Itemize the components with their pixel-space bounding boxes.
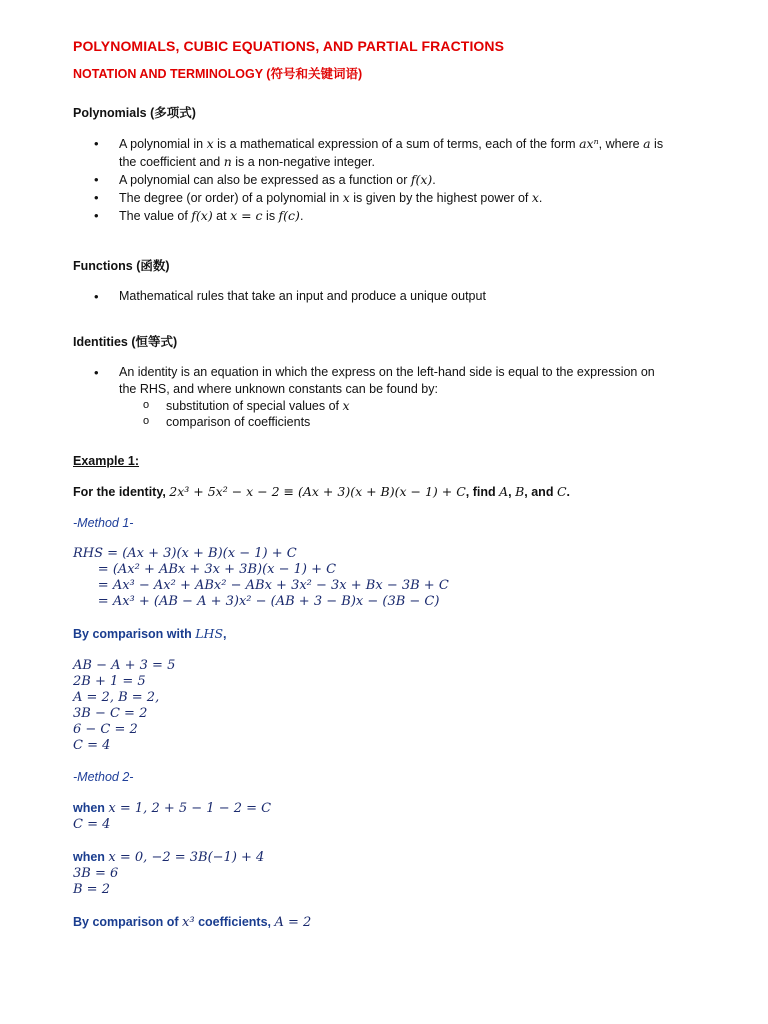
equation-line: AB − A + 3 = 5 (73, 658, 176, 673)
equation-line: 2B + 1 = 5 (73, 674, 146, 689)
example-intro: For the identity, 2x³ + 5x² − x − 2 ≡ (Ax + 3)(x + B)(x − 1) + C, find A, B, and C. (73, 484, 570, 499)
equation-line: 3B − C = 2 (73, 706, 148, 721)
method1-label: -Method 1- (73, 516, 134, 530)
functions-list (73, 288, 703, 305)
equation-line: 3B = 6 (73, 866, 119, 881)
equation-line: = Ax³ − Ax² + ABx² − ABx + 3x² − 3x + Bx − 3B + C (73, 578, 449, 593)
document-page (73, 38, 703, 931)
identities-sublist (119, 398, 703, 430)
example-heading: Example 1: (73, 454, 140, 468)
identities-heading: Identities (恒等式) (73, 335, 178, 349)
method2-step2: when x = 0, −2 = 3B(−1) + 4 3B = 6 B = 2 (73, 849, 703, 898)
list-item: • Mathematical rules that take an input and produce a unique output (73, 288, 703, 305)
comparison-text: By comparison with LHS, (73, 626, 227, 641)
equation-line: B = 2 (73, 882, 110, 897)
functions-heading: Functions (函数) (73, 259, 170, 273)
page-title: POLYNOMIALS, CUBIC EQUATIONS, AND PARTIAL FRACTIONS (73, 38, 505, 54)
polynomials-heading: Polynomials (多项式) (73, 106, 196, 120)
equation-line: RHS = (Ax + 3)(x + B)(x − 1) + C (73, 546, 297, 561)
sublist-item: o comparison of coefficients (73, 414, 703, 430)
equation-line: = Ax³ + (AB − A + 3)x² − (AB + 3 − B)x − (3B − C) (73, 594, 440, 609)
method2-step1: when x = 1, 2 + 5 − 1 − 2 = C C = 4 (73, 800, 703, 833)
comparison-equations (73, 658, 703, 754)
equation-line: C = 4 (73, 817, 111, 832)
list-item: • An identity is an equation in which the express on the left-hand side is equal to the expression on the RHS, and where unknown constants can be found by: o substitution of special values of x o comparison of coefficients (73, 364, 703, 430)
list-item: • A polynomial can also be expressed as a function or f(x). (73, 171, 703, 189)
list-item: • The value of f(x) at x = c is f(c). (73, 207, 703, 225)
page-subtitle: NOTATION AND TERMINOLOGY (符号和关键词语) (73, 67, 363, 81)
method2-label: -Method 2- (73, 770, 134, 784)
equation-line: 6 − C = 2 (73, 722, 138, 737)
sublist-item: o substitution of special values of x (73, 398, 703, 414)
list-item: • A polynomial in x is a mathematical expression of a sum of terms, each of the form axⁿ, where a is the coefficient and n is a non-negative integer. (73, 135, 703, 171)
final-comparison: By comparison of x³ coefficients, A = 2 (73, 915, 312, 930)
equation-line: = (Ax² + ABx + 3x + 3B)(x − 1) + C (73, 562, 337, 577)
equation-line: A = 2, B = 2, (73, 690, 160, 705)
polynomials-list (73, 135, 703, 225)
equation-line: C = 4 (73, 738, 111, 753)
identities-list (73, 364, 703, 430)
list-item: • The degree (or order) of a polynomial in x is given by the highest power of x. (73, 189, 703, 207)
rhs-derivation (73, 546, 703, 610)
